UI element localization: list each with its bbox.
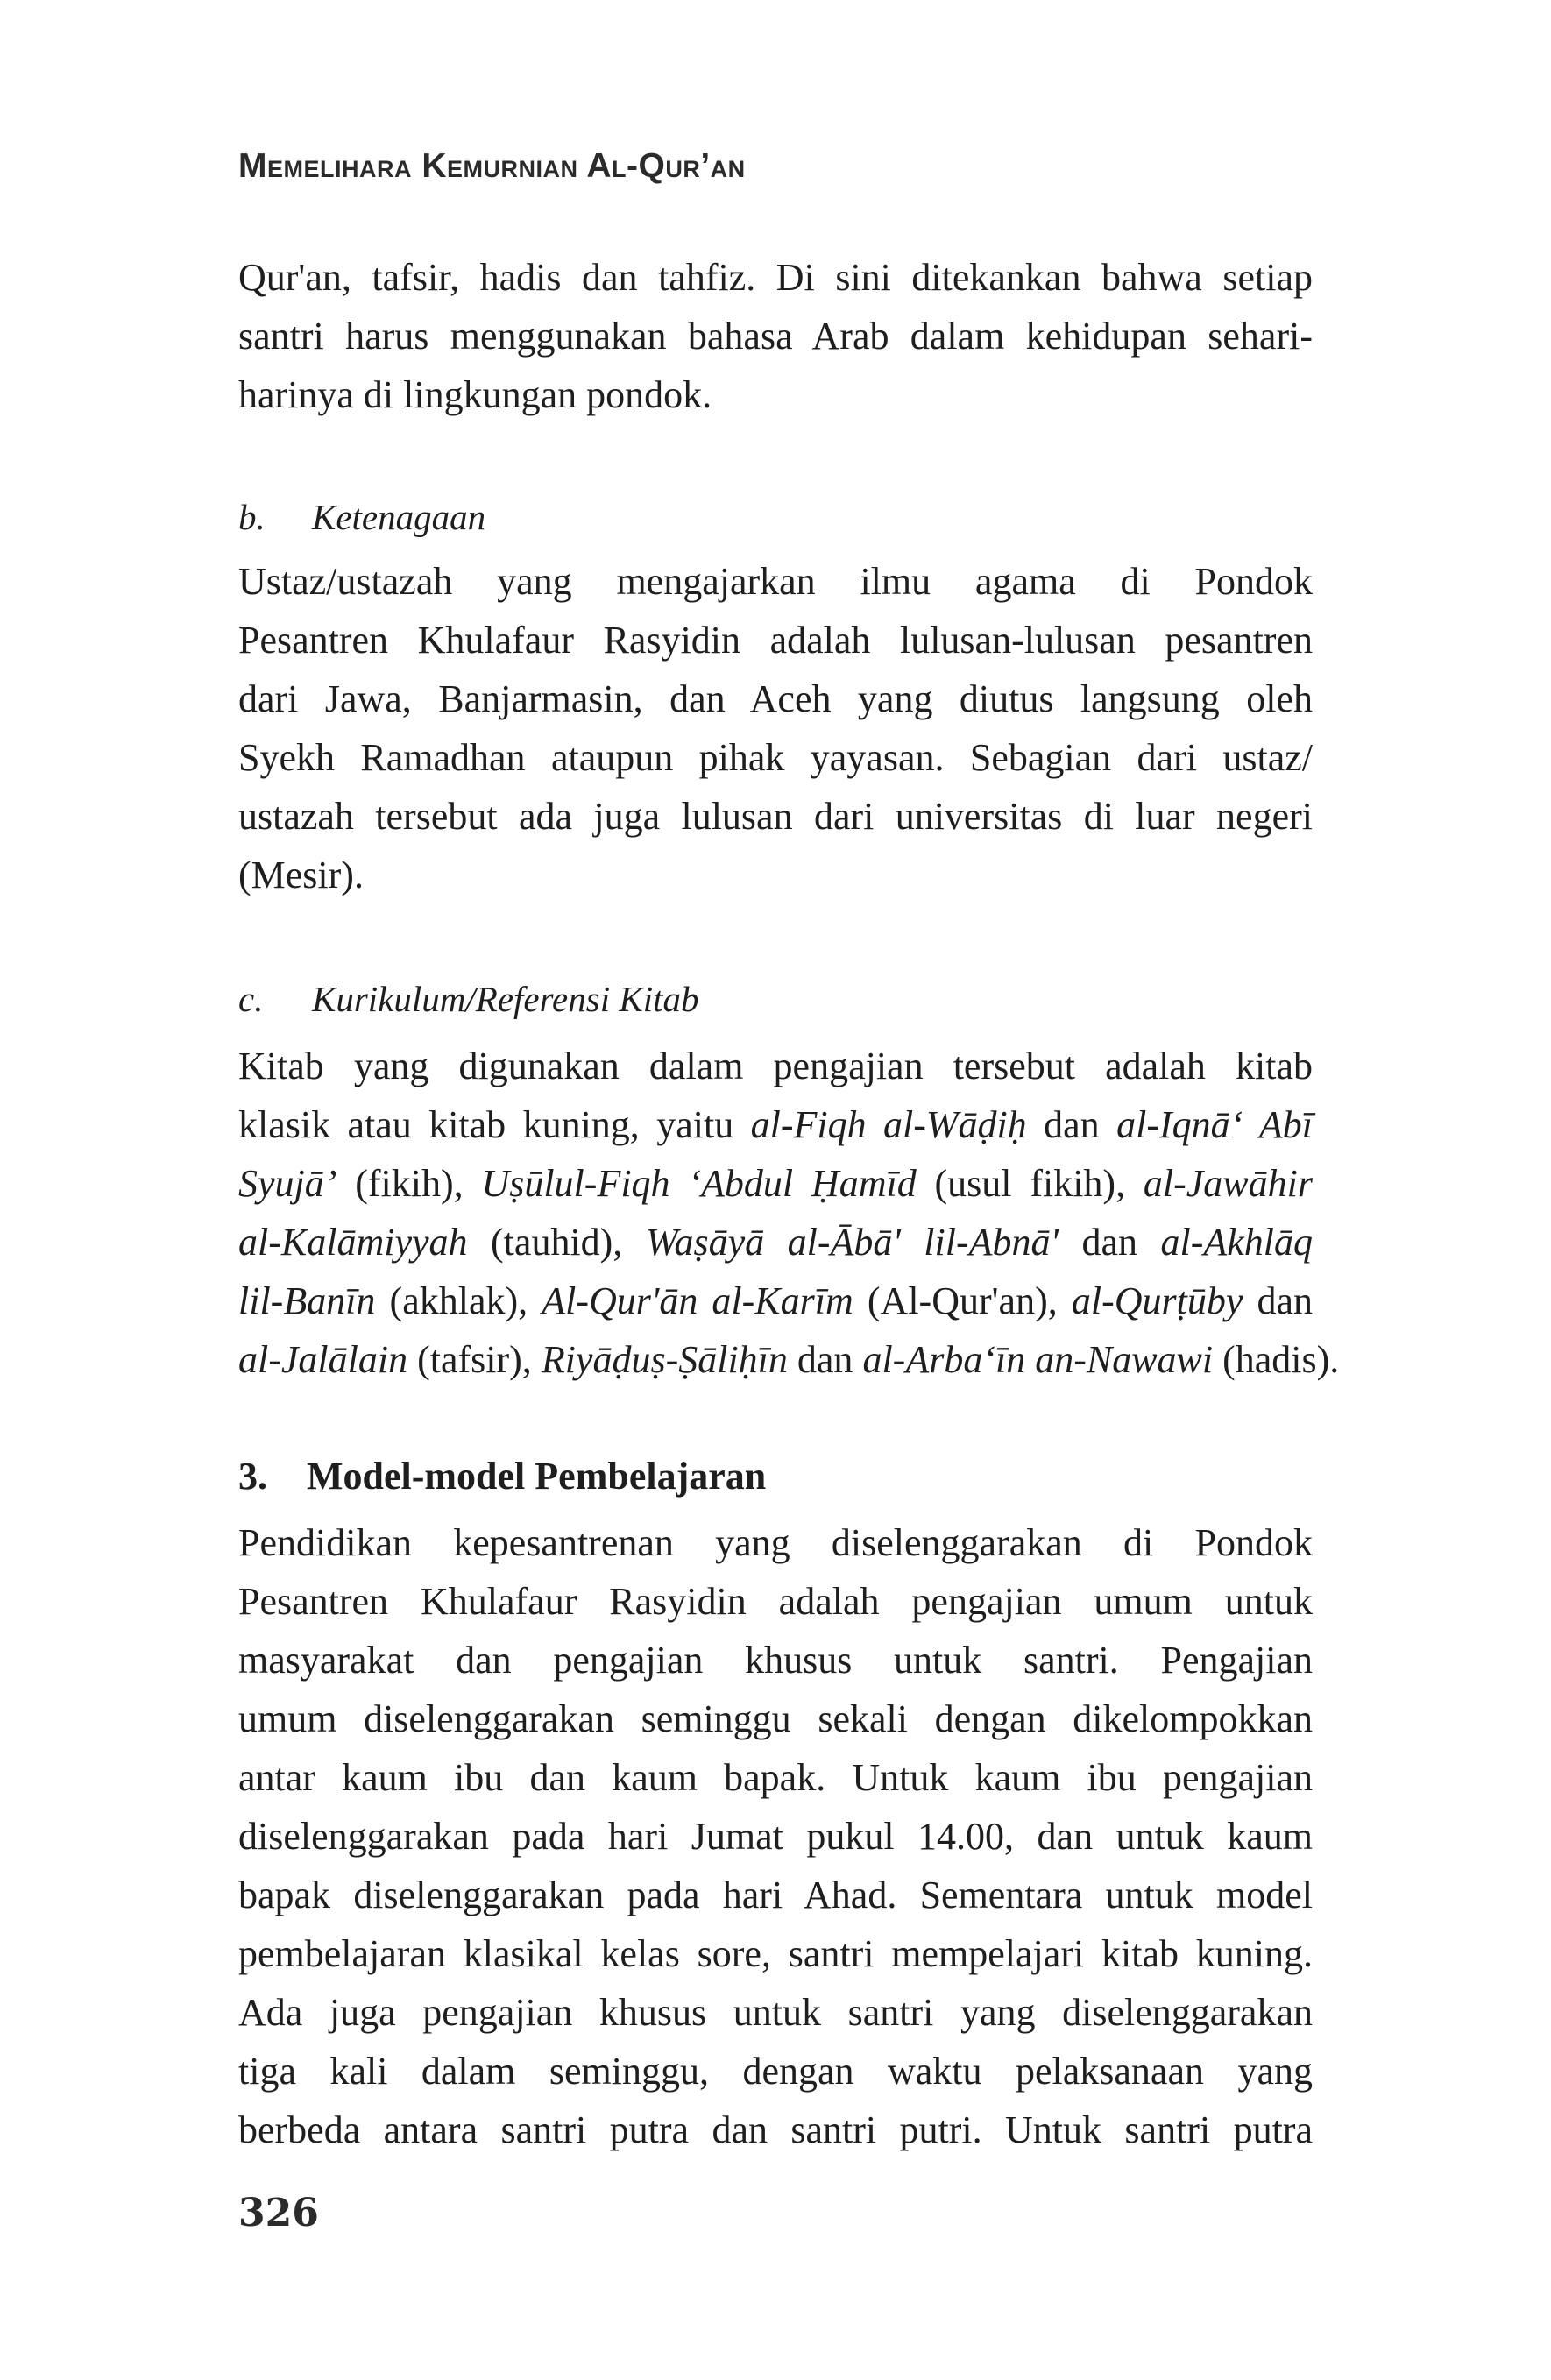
text-line: Pesantren Khulafaur Rasyidin adalah lulusan-lulusan pesantren <box>238 619 1313 662</box>
section-title: Model-model Pembelajaran <box>307 1455 767 1498</box>
text-line: Kitab yang digunakan dalam pengajian tersebut adalah kitab <box>238 1045 1313 1087</box>
text-line: diselenggarakan pada hari Jumat pukul 14.00, dan untuk kaum <box>238 1815 1313 1858</box>
paragraph-model-pembelajaran <box>238 1513 1313 2159</box>
text-segment: (tafsir), <box>407 1338 542 1381</box>
text-line: (Mesir). <box>238 854 364 896</box>
text-line: harinya di lingkungan pondok. <box>238 373 712 416</box>
text-line: masyarakat dan pengajian khusus untuk santri. Pengajian <box>238 1639 1313 1682</box>
subheading-letter: b. <box>238 497 266 537</box>
page-number: 326 <box>238 2191 319 2235</box>
text-line: bapak diselenggarakan pada hari Ahad. Sementara untuk model <box>238 1874 1313 1916</box>
text-line: Ada juga pengajian khusus untuk santri yang diselenggarakan <box>238 1991 1313 2034</box>
text-line <box>238 1271 1313 1330</box>
text-line: Pesantren Khulafaur Rasyidin adalah pengajian umum untuk <box>238 1580 1313 1623</box>
text-line: dari Jawa, Banjarmasin, dan Aceh yang diutus langsung oleh <box>238 677 1313 720</box>
text-segment: (akhlak), <box>375 1279 542 1322</box>
kitab-title: Riyāḍuṣ-Ṣāliḥīn <box>541 1338 788 1381</box>
text-segment: dan <box>1243 1279 1314 1322</box>
text-line: berbeda antara santri putra dan santri putri. Untuk santri putra <box>238 2108 1313 2151</box>
text-line: antar kaum ibu dan kaum bapak. Untuk kaum ibu pengajian <box>238 1756 1313 1799</box>
subheading-title: Kurikulum/Referensi Kitab <box>312 979 699 1019</box>
kitab-title: al-Fiqh al-Wāḍiḥ <box>750 1103 1027 1146</box>
subheading-title: Ketenagaan <box>312 497 486 537</box>
kitab-title: al-Kalāmiyyah <box>238 1221 468 1264</box>
text-segment: dan <box>1058 1221 1161 1264</box>
subheading-letter: c. <box>238 979 264 1019</box>
text-line: ustazah tersebut ada juga lulusan dari universitas di luar negeri <box>238 795 1313 838</box>
text-line: santri harus menggunakan bahasa Arab dalam kehidupan sehari- <box>238 315 1313 358</box>
text-line: Qur'an, tafsir, hadis dan tahfiz. Di sini ditekankan bahwa setiap <box>238 256 1313 299</box>
text-line: Pendidikan kepesantrenan yang diselenggarakan di Pondok <box>238 1521 1313 1564</box>
text-segment: dan <box>787 1338 863 1381</box>
kitab-title: lil-Banīn <box>238 1279 376 1322</box>
kitab-title: al-Qurṭūby <box>1071 1279 1243 1322</box>
running-head: Memelihara Kemurnian Al-Qur’an <box>238 147 746 185</box>
kitab-title: Uṣūlul-Fiqh ‘Abdul Ḥamīd <box>481 1162 917 1205</box>
paragraph-ketenagaan <box>238 552 1313 904</box>
text-segment: dan <box>1026 1103 1117 1146</box>
paragraph-kurikulum <box>238 1037 1340 1389</box>
text-line: umum diselenggarakan seminggu sekali dengan dikelompokkan <box>238 1697 1313 1740</box>
section-number: 3. <box>238 1455 267 1498</box>
text-segment: (hadis). <box>1213 1338 1340 1381</box>
text-line: pembelajaran klasikal kelas sore, santri mempelajari kitab kuning. <box>238 1932 1313 1975</box>
text-line: Syekh Ramadhan ataupun pihak yayasan. Sebagian dari ustaz/ <box>238 736 1313 779</box>
kitab-title: al-Akhlāq <box>1160 1221 1313 1264</box>
text-line <box>238 1095 1313 1154</box>
text-segment: (usul fikih), <box>916 1162 1144 1205</box>
kitab-title: al-Iqnā‘ Abī <box>1116 1103 1313 1146</box>
text-line <box>238 1213 1313 1271</box>
kitab-title: Waṣāyā al-Ābā' lil-Abnā' <box>645 1221 1059 1264</box>
kitab-title: al-Jawāhir <box>1143 1162 1313 1205</box>
subheading-ketenagaan <box>238 496 485 538</box>
kitab-title: al-Arba‘īn an-Nawawi <box>862 1338 1214 1381</box>
kitab-title: al-Jalālain <box>238 1338 408 1381</box>
kitab-title: Syujā’ <box>238 1162 337 1205</box>
text-line: Ustaz/ustazah yang mengajarkan ilmu agama di Pondok <box>238 560 1313 603</box>
kitab-title: Al-Qur'ān al-Karīm <box>542 1279 853 1322</box>
text-segment: (fikih), <box>336 1162 482 1205</box>
text-line <box>238 1154 1313 1213</box>
paragraph-intro <box>238 248 1313 424</box>
text-line <box>238 1330 1340 1389</box>
section-heading-model-pembelajaran <box>238 1454 766 1498</box>
text-segment: klasik atau kitab kuning, yaitu <box>238 1103 751 1146</box>
text-segment: (Al-Qur'an), <box>853 1279 1072 1322</box>
subheading-kurikulum <box>238 978 698 1020</box>
text-segment: (tauhid), <box>467 1221 646 1264</box>
text-line: tiga kali dalam seminggu, dengan waktu pelaksanaan yang <box>238 2050 1313 2093</box>
